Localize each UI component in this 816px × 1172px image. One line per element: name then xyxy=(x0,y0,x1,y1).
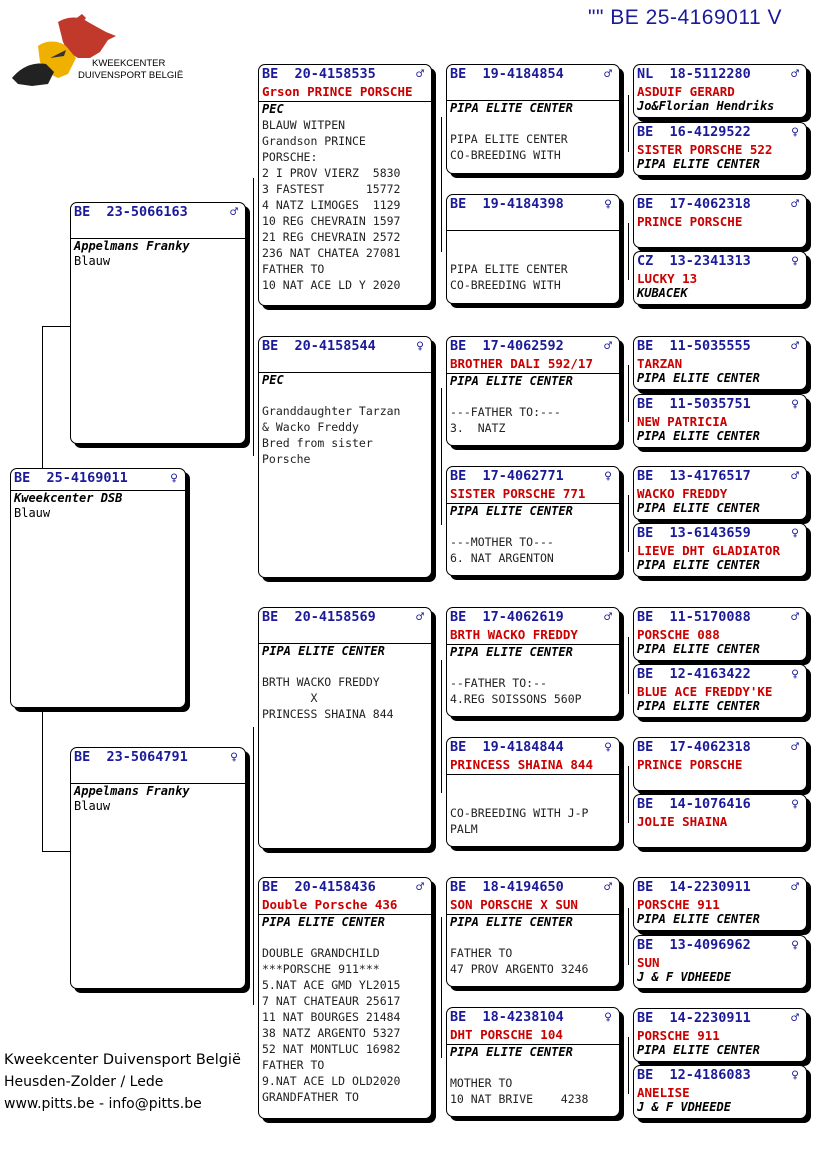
sex-icon: ♀ xyxy=(604,1010,612,1025)
owner: KUBACEK xyxy=(637,286,688,300)
ring-number: BE 13-4096962 xyxy=(637,937,751,953)
ring-number: CZ 13-2341313 xyxy=(637,253,751,269)
info-line: X xyxy=(262,691,318,705)
info-line: 7 NAT CHATEAUR 25617 xyxy=(262,994,401,1008)
pigeon-card-sd[interactable] xyxy=(258,336,432,578)
info-line: PALM xyxy=(450,822,478,836)
owner: PIPA ELITE CENTER xyxy=(450,374,573,388)
pigeon-card-g9[interactable] xyxy=(633,607,807,661)
footer-location: Heusden-Zolder / Lede xyxy=(4,1074,164,1090)
pigeon-name: BROTHER DALI 592/17 xyxy=(450,356,593,371)
color: Blauw xyxy=(74,799,111,813)
sex-icon: ♀ xyxy=(791,667,799,682)
ring-number: BE 23-5066163 xyxy=(74,204,188,220)
pigeon-card-main[interactable] xyxy=(10,468,186,708)
pigeon-name: TARZAN xyxy=(637,356,683,371)
ring-number: BE 23-5064791 xyxy=(74,749,188,765)
pigeon-card-g11[interactable] xyxy=(633,737,807,791)
pigeon-name: PORSCHE 911 xyxy=(637,1028,720,1043)
pigeon-card-sds[interactable] xyxy=(446,336,620,446)
sex-icon: ♂ xyxy=(604,339,612,354)
ring-number: BE 14-2230911 xyxy=(637,1010,751,1026)
connector xyxy=(628,495,629,552)
info-line: ---FATHER TO:--- xyxy=(450,405,561,419)
pigeon-card-g10[interactable] xyxy=(633,664,807,718)
info-line: 3. NATZ xyxy=(450,421,506,435)
pigeon-name: ANELISE xyxy=(637,1085,690,1100)
pigeon-card-dsd[interactable] xyxy=(446,737,620,847)
pigeon-name: Grson PRINCE PORSCHE xyxy=(262,84,413,99)
pigeon-name: SISTER PORSCHE 771 xyxy=(450,486,586,501)
footer-contact[interactable]: www.pitts.be - info@pitts.be xyxy=(4,1096,202,1112)
pigeon-name: DHT PORSCHE 104 xyxy=(450,1027,563,1042)
connector xyxy=(441,660,442,793)
sex-icon: ♀ xyxy=(604,197,612,212)
sex-icon: ♂ xyxy=(791,469,799,484)
owner: PIPA ELITE CENTER xyxy=(637,642,760,656)
ring-number: BE 18-4194650 xyxy=(450,879,564,895)
pigeon-card-g5[interactable] xyxy=(633,336,807,390)
info-line: 38 NATZ ARGENTO 5327 xyxy=(262,1026,401,1040)
pigeon-card-g8[interactable] xyxy=(633,523,807,577)
owner: PIPA ELITE CENTER xyxy=(637,1043,760,1057)
ring-number: BE 20-4158544 xyxy=(262,338,376,354)
pigeon-card-dds[interactable] xyxy=(446,877,620,987)
connector xyxy=(441,388,442,525)
info-line: BLAUW WITPEN xyxy=(262,118,346,132)
footer xyxy=(4,1049,241,1115)
info-line: CO-BREEDING WITH J-P xyxy=(450,806,589,820)
ring-number: BE 12-4186083 xyxy=(637,1067,751,1083)
logo-text xyxy=(78,58,183,82)
owner: PIPA ELITE CENTER xyxy=(450,101,573,115)
connector xyxy=(253,727,254,1005)
info-line: PORSCHE: xyxy=(262,150,318,164)
ring-number: BE 18-4238104 xyxy=(450,1009,564,1025)
pigeon-card-ds[interactable] xyxy=(258,607,432,849)
ring-number: BE 17-4062771 xyxy=(450,468,564,484)
sex-icon: ♂ xyxy=(230,205,238,220)
pigeon-card-g15[interactable] xyxy=(633,1008,807,1062)
info-line: CO-BREEDING WITH xyxy=(450,278,561,292)
logo-line-2: DUIVENSPORT BELGIË xyxy=(78,70,184,81)
sex-icon: ♂ xyxy=(604,67,612,82)
ring-number: BE 12-4163422 xyxy=(637,666,751,682)
info-line: 21 REG CHEVRAIN 2572 xyxy=(262,230,401,244)
sex-icon: ♂ xyxy=(791,740,799,755)
owner xyxy=(447,231,619,246)
sex-icon: ♀ xyxy=(791,526,799,541)
pigeon-name: PRINCESS SHAINA 844 xyxy=(450,757,593,772)
pigeon-card-g6[interactable] xyxy=(633,394,807,448)
sex-icon: ♂ xyxy=(604,880,612,895)
ring-number: BE 13-4176517 xyxy=(637,468,751,484)
info-line: 4.REG SOISSONS 560P xyxy=(450,692,582,706)
pigeon-card-dd[interactable] xyxy=(258,877,432,1119)
connector xyxy=(628,223,629,280)
ring-number: BE 20-4158569 xyxy=(262,609,376,625)
pigeon-name: PORSCHE 911 xyxy=(637,897,720,912)
sex-icon: ♂ xyxy=(416,880,424,895)
connector xyxy=(441,117,442,252)
owner: Appelmans Franky xyxy=(74,784,190,798)
connector xyxy=(628,95,629,152)
ring-number: BE 20-4158535 xyxy=(262,66,376,82)
sex-icon: ♀ xyxy=(416,339,424,354)
pigeon-card-g2[interactable] xyxy=(633,122,807,176)
pigeon-card-sdd[interactable] xyxy=(446,466,620,576)
sex-icon: ♂ xyxy=(791,67,799,82)
sex-icon: ♂ xyxy=(791,610,799,625)
pigeon-card-g4[interactable] xyxy=(633,251,807,305)
info-line: BRTH WACKO FREDDY xyxy=(262,675,380,689)
pigeon-name: ASDUIF GERARD xyxy=(637,84,735,99)
sex-icon: ♀ xyxy=(791,125,799,140)
pigeon-card-ss[interactable] xyxy=(258,64,432,306)
info-line: DOUBLE GRANDCHILD xyxy=(262,946,380,960)
owner: PIPA ELITE CENTER xyxy=(450,645,573,659)
ring-number: BE 11-5035751 xyxy=(637,396,751,412)
pigeon-name: PORSCHE 088 xyxy=(637,627,720,642)
pigeon-name: LIEVE DHT GLADIATOR xyxy=(637,543,780,558)
connector xyxy=(628,1037,629,1094)
pigeon-card-g3[interactable] xyxy=(633,194,807,248)
pigeon-card-ssd[interactable] xyxy=(446,194,620,304)
sex-icon: ♂ xyxy=(791,880,799,895)
pigeon-name: LUCKY 13 xyxy=(637,271,698,286)
info-line: Bred from sister xyxy=(262,436,373,450)
info-line: MOTHER TO xyxy=(450,1076,513,1090)
info-line: 9.NAT ACE LD OLD2020 xyxy=(262,1074,401,1088)
pigeon-card-dam[interactable] xyxy=(70,747,246,989)
owner: PIPA ELITE CENTER xyxy=(450,504,573,518)
footer-company: Kweekcenter Duivensport België xyxy=(4,1052,241,1068)
ring-number: BE 16-4129522 xyxy=(637,124,751,140)
sex-icon: ♂ xyxy=(416,610,424,625)
info-line: FATHER TO xyxy=(450,946,513,960)
color: Blauw xyxy=(14,506,51,520)
info-line: GRANDFATHER TO xyxy=(262,1090,359,1104)
info-line: Grandson PRINCE xyxy=(262,134,366,148)
ring-number: BE 19-4184844 xyxy=(450,739,564,755)
ring-number: BE 17-4062318 xyxy=(637,196,751,212)
sex-icon: ♀ xyxy=(791,397,799,412)
pigeon-card-g7[interactable] xyxy=(633,466,807,520)
pigeon-name: BLUE ACE FREDDY'KE xyxy=(637,684,773,699)
owner: PEC xyxy=(262,102,284,116)
info-line: 10 NAT ACE LD Y 2020 xyxy=(262,278,401,292)
ring-number: BE 20-4158436 xyxy=(262,879,376,895)
ring-number: BE 19-4184398 xyxy=(450,196,564,212)
pigeon-name: BRTH WACKO FREDDY xyxy=(450,627,578,642)
info-line: PRINCESS SHAINA 844 xyxy=(262,707,394,721)
info-line: 5.NAT ACE GMD YL2015 xyxy=(262,978,401,992)
pigeon-name: Double Porsche 436 xyxy=(262,897,398,912)
info-line: Porsche xyxy=(262,452,311,466)
pigeon-name: PRINCE PORSCHE xyxy=(637,214,743,229)
info-line: 236 NAT CHATEA 27081 xyxy=(262,246,401,260)
ring-number: BE 11-5035555 xyxy=(637,338,751,354)
owner: Kweekcenter DSB xyxy=(14,491,123,505)
info-line: 10 REG CHEVRAIN 1597 xyxy=(262,214,401,228)
owner: PIPA ELITE CENTER xyxy=(262,915,385,929)
info-line: --FATHER TO:-- xyxy=(450,676,547,690)
info-line: FATHER TO xyxy=(262,262,325,276)
owner: PEC xyxy=(262,373,284,387)
owner: PIPA ELITE CENTER xyxy=(450,1045,573,1059)
pigeon-name: SUN xyxy=(637,955,660,970)
owner: J & F VDHEEDE xyxy=(637,1100,731,1114)
pigeon-name: JOLIE SHAINA xyxy=(637,814,728,829)
owner: J & F VDHEEDE xyxy=(637,970,731,984)
sex-icon: ♂ xyxy=(416,67,424,82)
pigeon-name: SON PORSCHE X SUN xyxy=(450,897,578,912)
owner: PIPA ELITE CENTER xyxy=(262,644,385,658)
owner: PIPA ELITE CENTER xyxy=(637,501,760,515)
info-line: 3 FASTEST 15772 xyxy=(262,182,401,196)
sex-icon: ♀ xyxy=(791,254,799,269)
pedigree-ring-header: "" BE 25-4169011 V xyxy=(588,6,782,29)
ring-number: BE 17-4062619 xyxy=(450,609,564,625)
connector xyxy=(628,908,629,965)
pigeon-card-g14[interactable] xyxy=(633,935,807,989)
owner xyxy=(447,775,619,790)
pigeon-card-g16[interactable] xyxy=(633,1065,807,1119)
color: Blauw xyxy=(74,254,111,268)
sex-icon: ♀ xyxy=(604,740,612,755)
connector xyxy=(42,706,43,852)
ring-number: BE 17-4062592 xyxy=(450,338,564,354)
owner: Jo&Florian Hendriks xyxy=(637,99,775,113)
info-line: FATHER TO xyxy=(262,1058,325,1072)
info-line: CO-BREEDING WITH xyxy=(450,148,561,162)
pigeon-name: SISTER PORSCHE 522 xyxy=(637,142,773,157)
sex-icon: ♀ xyxy=(791,797,799,812)
ring-number: BE 14-1076416 xyxy=(637,796,751,812)
sex-icon: ♀ xyxy=(791,1068,799,1083)
owner: PIPA ELITE CENTER xyxy=(637,157,760,171)
sex-icon: ♂ xyxy=(604,610,612,625)
owner: PIPA ELITE CENTER xyxy=(637,912,760,926)
info-line: ---MOTHER TO--- xyxy=(450,535,554,549)
connector xyxy=(628,637,629,694)
connector xyxy=(441,917,442,1058)
info-line: & Wacko Freddy xyxy=(262,420,359,434)
info-line: 6. NAT ARGENTON xyxy=(450,551,554,565)
info-line: PIPA ELITE CENTER xyxy=(450,132,568,146)
sex-icon: ♀ xyxy=(791,938,799,953)
pigeon-name: NEW PATRICIA xyxy=(637,414,728,429)
connector xyxy=(628,766,629,823)
owner: PIPA ELITE CENTER xyxy=(450,915,573,929)
sex-icon: ♀ xyxy=(230,750,238,765)
owner: PIPA ELITE CENTER xyxy=(637,429,760,443)
sex-icon: ♂ xyxy=(791,339,799,354)
owner: PIPA ELITE CENTER xyxy=(637,371,760,385)
info-line: PIPA ELITE CENTER xyxy=(450,262,568,276)
owner: PIPA ELITE CENTER xyxy=(637,558,760,572)
pigeon-card-sire[interactable] xyxy=(70,202,246,444)
pigeon-name: WACKO FREDDY xyxy=(637,486,728,501)
connector xyxy=(628,365,629,422)
connector xyxy=(42,326,43,476)
pigeon-card-ddd[interactable] xyxy=(446,1007,620,1117)
info-line: 4 NATZ LIMOGES 1129 xyxy=(262,198,401,212)
pigeon-card-g12[interactable] xyxy=(633,794,807,848)
ring-number: BE 19-4184854 xyxy=(450,66,564,82)
sex-icon: ♀ xyxy=(170,471,178,486)
pigeon-card-dss[interactable] xyxy=(446,607,620,717)
info-line: 2 I PROV VIERZ 5830 xyxy=(262,166,401,180)
ring-number: NL 18-5112280 xyxy=(637,66,751,82)
connector xyxy=(42,851,70,852)
connector xyxy=(42,326,70,327)
pigeon-card-g1[interactable] xyxy=(633,64,807,118)
pigeon-card-sss[interactable] xyxy=(446,64,620,174)
sex-icon: ♂ xyxy=(791,197,799,212)
sex-icon: ♂ xyxy=(791,1011,799,1026)
info-line: 11 NAT BOURGES 21484 xyxy=(262,1010,401,1024)
ring-number: BE 14-2230911 xyxy=(637,879,751,895)
pigeon-name: PRINCE PORSCHE xyxy=(637,757,743,772)
ring-number: BE 13-6143659 xyxy=(637,525,751,541)
ring-number: BE 17-4062318 xyxy=(637,739,751,755)
sex-icon: ♀ xyxy=(604,469,612,484)
owner: PIPA ELITE CENTER xyxy=(637,699,760,713)
connector xyxy=(253,178,254,456)
info-line: Granddaughter Tarzan xyxy=(262,404,401,418)
ring-number: BE 25-4169011 xyxy=(14,470,128,486)
info-line: ***PORSCHE 911*** xyxy=(262,962,380,976)
info-line: 52 NAT MONTLUC 16982 xyxy=(262,1042,401,1056)
pigeon-card-g13[interactable] xyxy=(633,877,807,931)
logo-line-1: KWEEKCENTER xyxy=(92,58,166,69)
owner: Appelmans Franky xyxy=(74,239,190,253)
ring-number: BE 11-5170088 xyxy=(637,609,751,625)
info-line: 47 PROV ARGENTO 3246 xyxy=(450,962,589,976)
info-line: 10 NAT BRIVE 4238 xyxy=(450,1092,589,1106)
